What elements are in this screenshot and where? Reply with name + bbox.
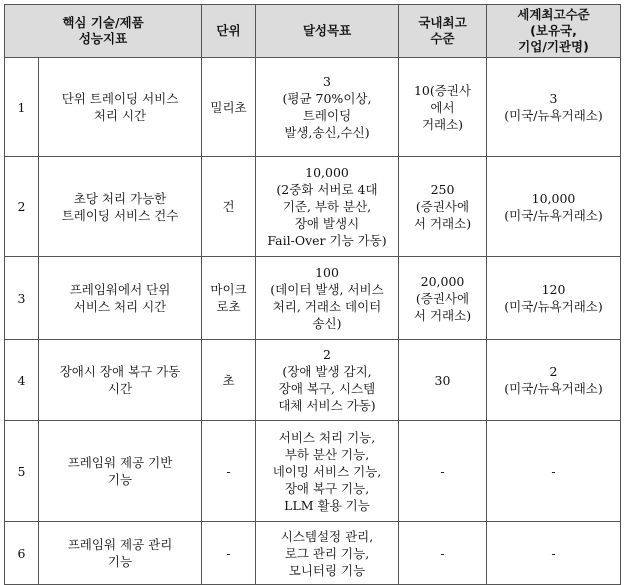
row-unit: 마이크 로초 xyxy=(202,257,256,340)
row-unit: 건 xyxy=(202,157,256,257)
row-target: 10,000 (2중화 서버로 4대 기준, 부하 분산, 장애 발생시 Fail-Over 기능 가동) xyxy=(256,157,399,257)
table-header-row xyxy=(5,5,621,58)
table-row xyxy=(5,157,621,257)
row-indicator: 프레임워에서 단위 서비스 처리 시간 xyxy=(39,257,202,340)
row-world: - xyxy=(487,522,621,585)
table-row xyxy=(5,58,621,157)
row-number: 2 xyxy=(5,157,39,257)
row-unit: 밀리초 xyxy=(202,58,256,157)
row-unit: - xyxy=(202,421,256,522)
row-unit: - xyxy=(202,522,256,585)
row-world: 10,000 (미국/뉴욕거래소) xyxy=(487,157,621,257)
row-number: 4 xyxy=(5,340,39,421)
row-domestic: 30 xyxy=(399,340,487,421)
row-target: 3 (평균 70%이상, 트레이딩 발생,송신,수신) xyxy=(256,58,399,157)
header-domestic: 국내최고 수준 xyxy=(399,5,487,58)
row-domestic: 10(증권사 에서 거래소) xyxy=(399,58,487,157)
table-row xyxy=(5,340,621,421)
row-target: 시스템설정 관리, 로그 관리 기능, 모니터링 기능 xyxy=(256,522,399,585)
row-indicator: 단위 트레이딩 서비스 처리 시간 xyxy=(39,58,202,157)
row-number: 3 xyxy=(5,257,39,340)
row-world: 3 (미국/뉴욕거래소) xyxy=(487,58,621,157)
header-indicator: 핵심 기술/제품 성능지표 xyxy=(5,5,202,58)
header-target: 달성목표 xyxy=(256,5,399,58)
row-number: 1 xyxy=(5,58,39,157)
row-world: - xyxy=(487,421,621,522)
row-number: 5 xyxy=(5,421,39,522)
row-domestic: - xyxy=(399,522,487,585)
row-indicator: 장애시 장애 복구 가동 시간 xyxy=(39,340,202,421)
row-number: 6 xyxy=(5,522,39,585)
table-row xyxy=(5,257,621,340)
header-unit: 단위 xyxy=(202,5,256,58)
row-target: 100 (데이터 발생, 서비스 처리, 거래소 데이터 송신) xyxy=(256,257,399,340)
row-domestic: 250 (증권사에 서 거래소) xyxy=(399,157,487,257)
table-row xyxy=(5,522,621,585)
row-unit: 초 xyxy=(202,340,256,421)
header-world: 세계최고수준 (보유국, 기업/기관명) xyxy=(487,5,621,58)
table-row xyxy=(5,421,621,522)
row-domestic: - xyxy=(399,421,487,522)
row-world: 120 (미국/뉴욕거래소) xyxy=(487,257,621,340)
row-target: 서비스 처리 기능, 부하 분산 기능, 네이밍 서비스 기능, 장애 복구 기능, LLM 활용 기능 xyxy=(256,421,399,522)
row-indicator: 초당 처리 가능한 트레이딩 서비스 건수 xyxy=(39,157,202,257)
performance-spec-table xyxy=(4,4,621,585)
row-indicator: 프레임워 제공 관리 기능 xyxy=(39,522,202,585)
row-domestic: 20,000 (증권사에 서 거래소) xyxy=(399,257,487,340)
row-indicator: 프레임워 제공 기반 기능 xyxy=(39,421,202,522)
row-target: 2 (장애 발생 감지, 장애 복구, 시스템 대체 서비스 가동) xyxy=(256,340,399,421)
row-world: 2 (미국/뉴욕거래소) xyxy=(487,340,621,421)
